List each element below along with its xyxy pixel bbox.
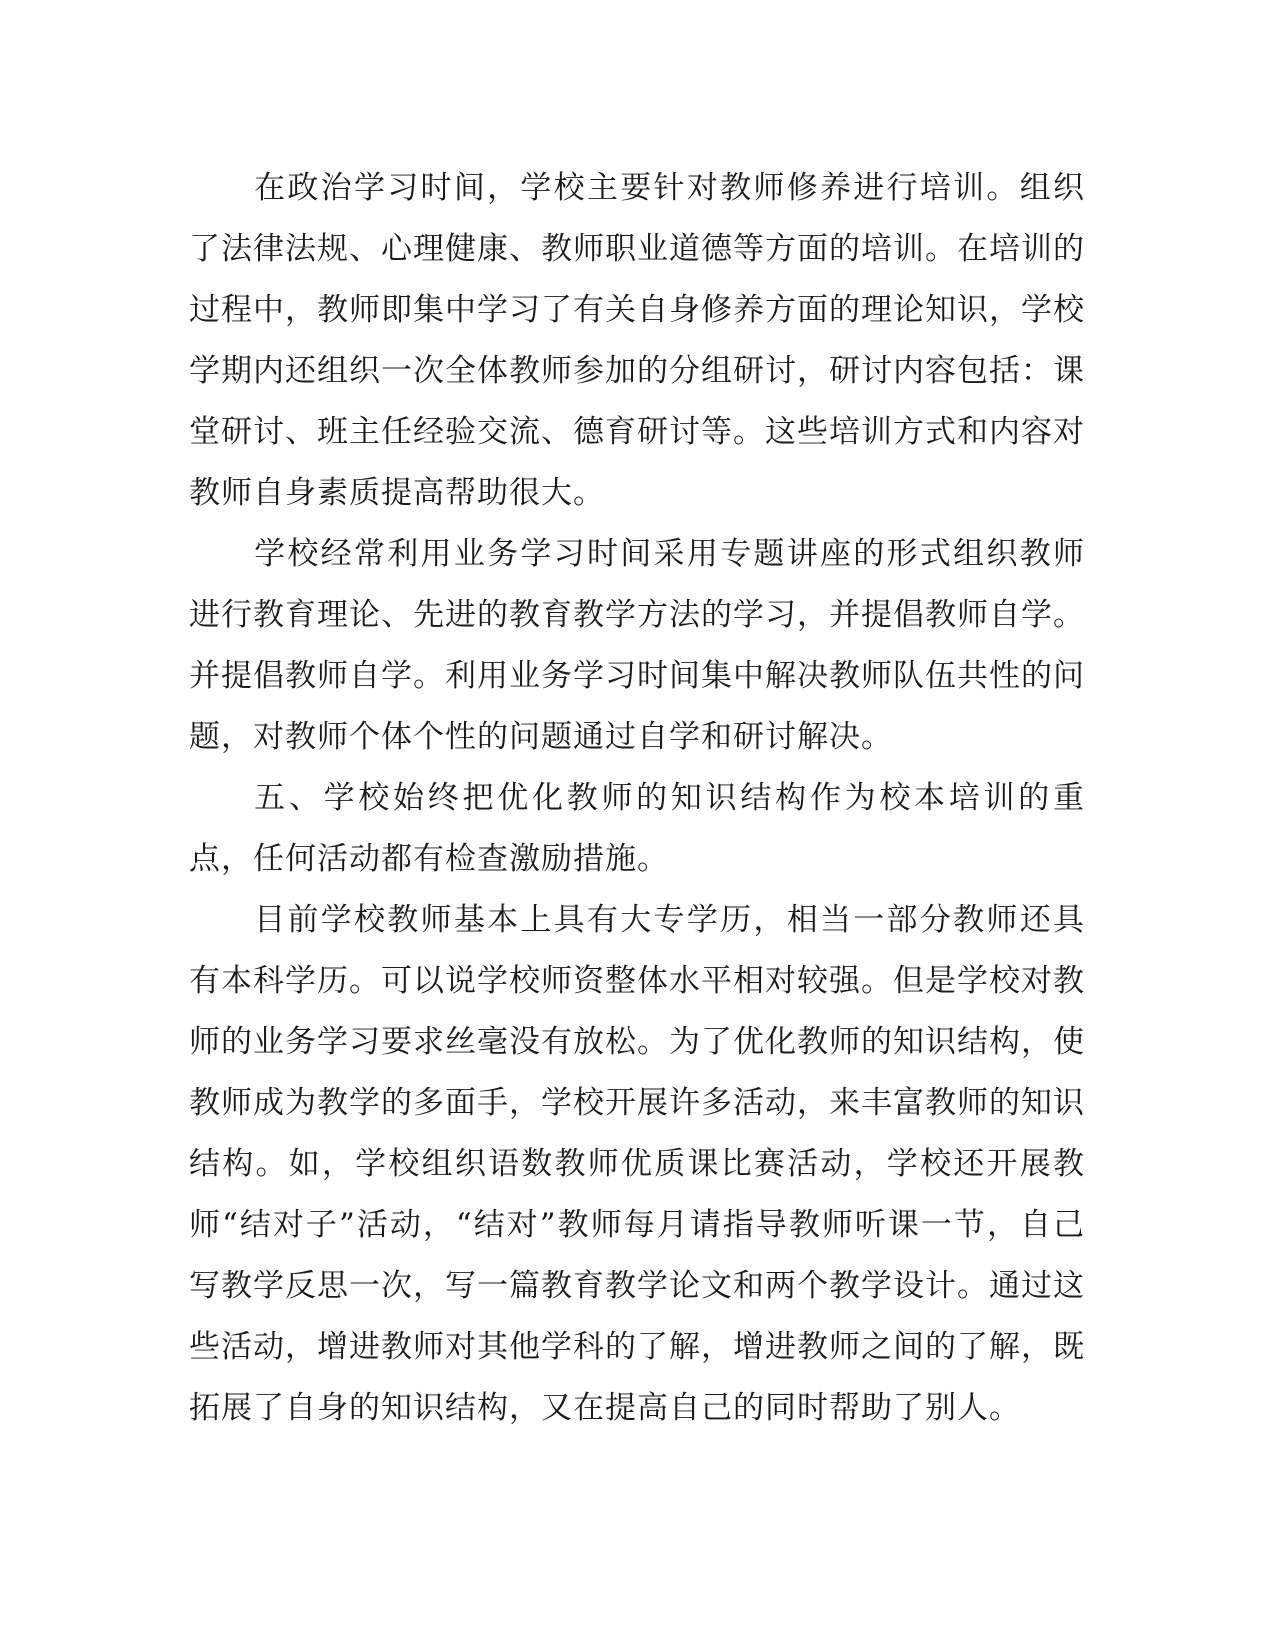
paragraph-section-five-heading: 五、学校始终把优化教师的知识结构作为校本培训的重点，任何活动都有检查激励措施。 <box>189 780 1085 877</box>
paragraph-political-study: 在政治学习时间，学校主要针对教师修养进行培训。组织了法律法规、心理健康、教师职业道德等方面的培训。在培训的过程中，教师即集中学习了有关自身修养方面的理论知识，学校学期内还组织一次全体教师参加的分组研讨，研讨内容包括：课堂研讨、班主任经验交流、德育研讨等。这些培训方式和内容对教师自身素质提高帮助很大。 <box>189 170 1085 511</box>
document-body <box>189 158 1085 1439</box>
paragraph-knowledge-structure: 目前学校教师基本上具有大专学历，相当一部分教师还具有本科学历。可以说学校师资整体水平相对较强。但是学校对教师的业务学习要求丝毫没有放松。为了优化教师的知识结构，使教师成为教学的多面手，学校开展许多活动，来丰富教师的知识结构。如，学校组织语数教师优质课比赛活动，学校还开展教师“结对子”活动，“结对”教师每月请指导教师听课一节，自己写教学反思一次，写一篇教育教学论文和两个教学设计。通过这些活动，增进教师对其他学科的了解，增进教师之间的了解，既拓展了自身的知识结构，又在提高自己的同时帮助了别人。 <box>189 902 1085 1426</box>
paragraph-business-study: 学校经常利用业务学习时间采用专题讲座的形式组织教师进行教育理论、先进的教育教学方法的学习，并提倡教师自学。并提倡教师自学。利用业务学习时间集中解决教师队伍共性的问题，对教师个体个性的问题通过自学和研讨解决。 <box>189 536 1085 755</box>
